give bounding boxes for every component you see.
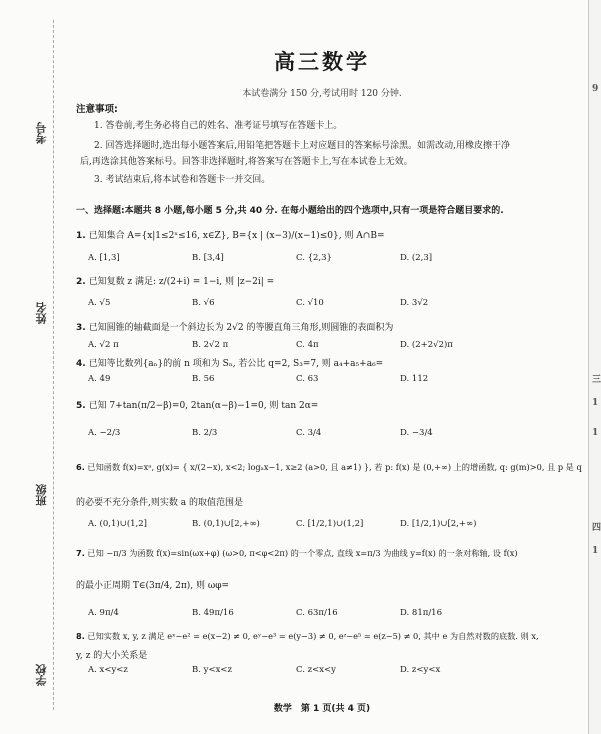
option-d: D. (2+2√2)π <box>400 340 453 350</box>
binding-label-exam-number: 考号 <box>35 122 48 144</box>
question-8 <box>76 631 576 642</box>
binding-label-school: 学校 <box>35 664 48 686</box>
option-d: D. 112 <box>400 374 429 384</box>
question-number: 3. <box>76 323 86 333</box>
option-c: C. z<x<y <box>296 665 336 675</box>
binding-label-class: 班级 <box>35 484 48 506</box>
notice-item: 2. 回答选择题时,选出每小题答案后,用铅笔把答题卡上对应题目的答案标号涂黑。如需改动,用橡皮擦干净 <box>94 141 511 151</box>
question-number: 8. <box>76 631 85 641</box>
notice-item-continued: 后,再选涂其他答案标号。回答非选择题时,将答案写在答题卡上,写在本试卷上无效。 <box>80 157 413 167</box>
question-number: 4. <box>76 359 86 369</box>
question-stem: 已知圆锥的轴截面是一个斜边长为 2√2 的等腰直角三角形,则圆锥的表面积为 <box>88 323 394 333</box>
question-number: 5. <box>76 401 86 411</box>
option-c: C. √10 <box>296 298 324 308</box>
option-d: D. 3√2 <box>400 298 429 308</box>
question-number: 7. <box>76 548 85 558</box>
edge-mark: 三 <box>592 375 601 385</box>
edge-mark: 9 <box>592 84 599 94</box>
option-a: A. [1,3] <box>88 253 120 263</box>
option-b: B. 2/3 <box>192 428 218 438</box>
option-d: D. 81π/16 <box>400 608 442 618</box>
question-stem: 已知实数 x, y, z 满足 eˣ−e² = e(x−2) ≠ 0, eʸ−e³ = e(y−3) ≠ 0, eᶻ−e⁵ = e(z−5) ≠ 0, 其中 e 为自然对数的底数. 则 x, <box>87 631 539 641</box>
option-a: A. √2 π <box>88 340 119 350</box>
notice-header: 注意事项: <box>76 104 118 115</box>
edge-mark: 1 <box>592 428 599 438</box>
question-number: 6. <box>76 462 85 472</box>
question-6-continued: 的必要不充分条件,则实数 a 的取值范围是 <box>76 498 243 508</box>
question-5 <box>76 398 576 411</box>
option-b: B. 56 <box>192 374 215 384</box>
edge-mark: 1 <box>592 398 599 408</box>
question-1 <box>76 228 576 241</box>
question-3 <box>76 320 576 333</box>
section-title: 一、选择题:本题共 8 小题,每小题 5 分,共 40 分. 在每小题给出的四个选项中,只有一项是符合题目要求的. <box>76 206 504 216</box>
option-a: A. √5 <box>88 298 111 308</box>
question-4 <box>76 356 576 369</box>
option-a: A. −2/3 <box>88 428 121 438</box>
question-stem: 已知等比数列{aₙ}的前 n 项和为 Sₙ, 若公比 q=2, S₃=7, 则 a₄+a₅+a₆= <box>88 359 384 369</box>
option-a: A. x<y<z <box>88 665 128 675</box>
exam-subtitle: 本试卷满分 150 分,考试用时 120 分钟. <box>242 89 402 99</box>
question-stem: 已知 7+tan(π/2−β)=0, 2tan(α−β)−1=0, 则 tan 2α= <box>88 401 319 411</box>
binding-label-name: 姓名 <box>35 302 48 324</box>
option-c: C. 3/4 <box>296 428 322 438</box>
page-footer: 数学 第 1 页(共 4 页) <box>273 704 371 714</box>
option-b: B. √6 <box>192 298 215 308</box>
question-6 <box>76 462 582 473</box>
option-d: D. −3/4 <box>400 428 433 438</box>
option-c: C. {2,3} <box>296 253 332 263</box>
question-stem: 已知 −π/3 为函数 f(x)=sin(ωx+φ) (ω>0, π<φ<2π) 的一个零点, 直线 x=π/3 为曲线 y=f(x) 的一条对称轴, 设 f(x) <box>87 548 518 558</box>
option-c: C. 63 <box>296 374 319 384</box>
question-number: 2. <box>76 277 86 287</box>
page-title: 高三数学 <box>274 49 370 74</box>
binding-line <box>53 20 54 710</box>
question-stem: 已知集合 A={x|1≤2ˣ≤16, x∈Z}, B={x | (x−3)/(x−1)≤0}, 则 A∩B= <box>88 231 385 241</box>
option-b: B. [3,4] <box>192 253 224 263</box>
notice-item: 3. 考试结束后,将本试卷和答题卡一并交回。 <box>94 175 271 185</box>
option-a: A. (0,1)∪(1,2] <box>88 519 147 529</box>
option-c: C. 4π <box>296 340 319 350</box>
option-b: B. (0,1)∪[2,+∞) <box>192 519 260 529</box>
option-d: D. [1/2,1)∪[2,+∞) <box>400 519 477 529</box>
option-b: B. 49π/16 <box>192 608 234 618</box>
option-c: C. [1/2,1)∪(1,2] <box>296 519 364 529</box>
question-8-continued: y, z 的大小关系是 <box>76 651 148 661</box>
option-d: D. z<y<x <box>400 665 441 675</box>
option-a: A. 9π/4 <box>88 608 119 618</box>
edge-mark: 1 <box>592 546 599 556</box>
option-d: D. (2,3] <box>400 253 433 263</box>
question-number: 1. <box>76 231 86 241</box>
option-c: C. 63π/16 <box>296 608 338 618</box>
adjacent-page-edge <box>589 0 601 734</box>
question-7 <box>76 548 576 559</box>
edge-mark: 四 <box>592 523 601 533</box>
notice-item: 1. 答卷前,考生务必将自己的姓名、准考证号填写在答题卡上。 <box>94 121 343 131</box>
option-b: B. y<x<z <box>192 665 232 675</box>
question-stem: 已知复数 z 满足: z/(2+i) = 1−i, 则 |z−2i| = <box>88 277 275 287</box>
option-a: A. 49 <box>88 374 111 384</box>
question-2 <box>76 274 576 287</box>
option-b: B. 2√2 π <box>192 340 229 350</box>
question-stem: 已知函数 f(x)=xᵃ, g(x)= { x/(2−x), x<2; logₐx−1, x≥2 (a>0, 且 a≠1) }, 若 p: f(x) 是 (0,+∞) 上的增函数, q: g(m)>0, 且 p 是 q <box>87 462 582 472</box>
question-7-continued: 的最小正周期 T∈(3π/4, 2π), 则 ωφ= <box>76 581 230 591</box>
